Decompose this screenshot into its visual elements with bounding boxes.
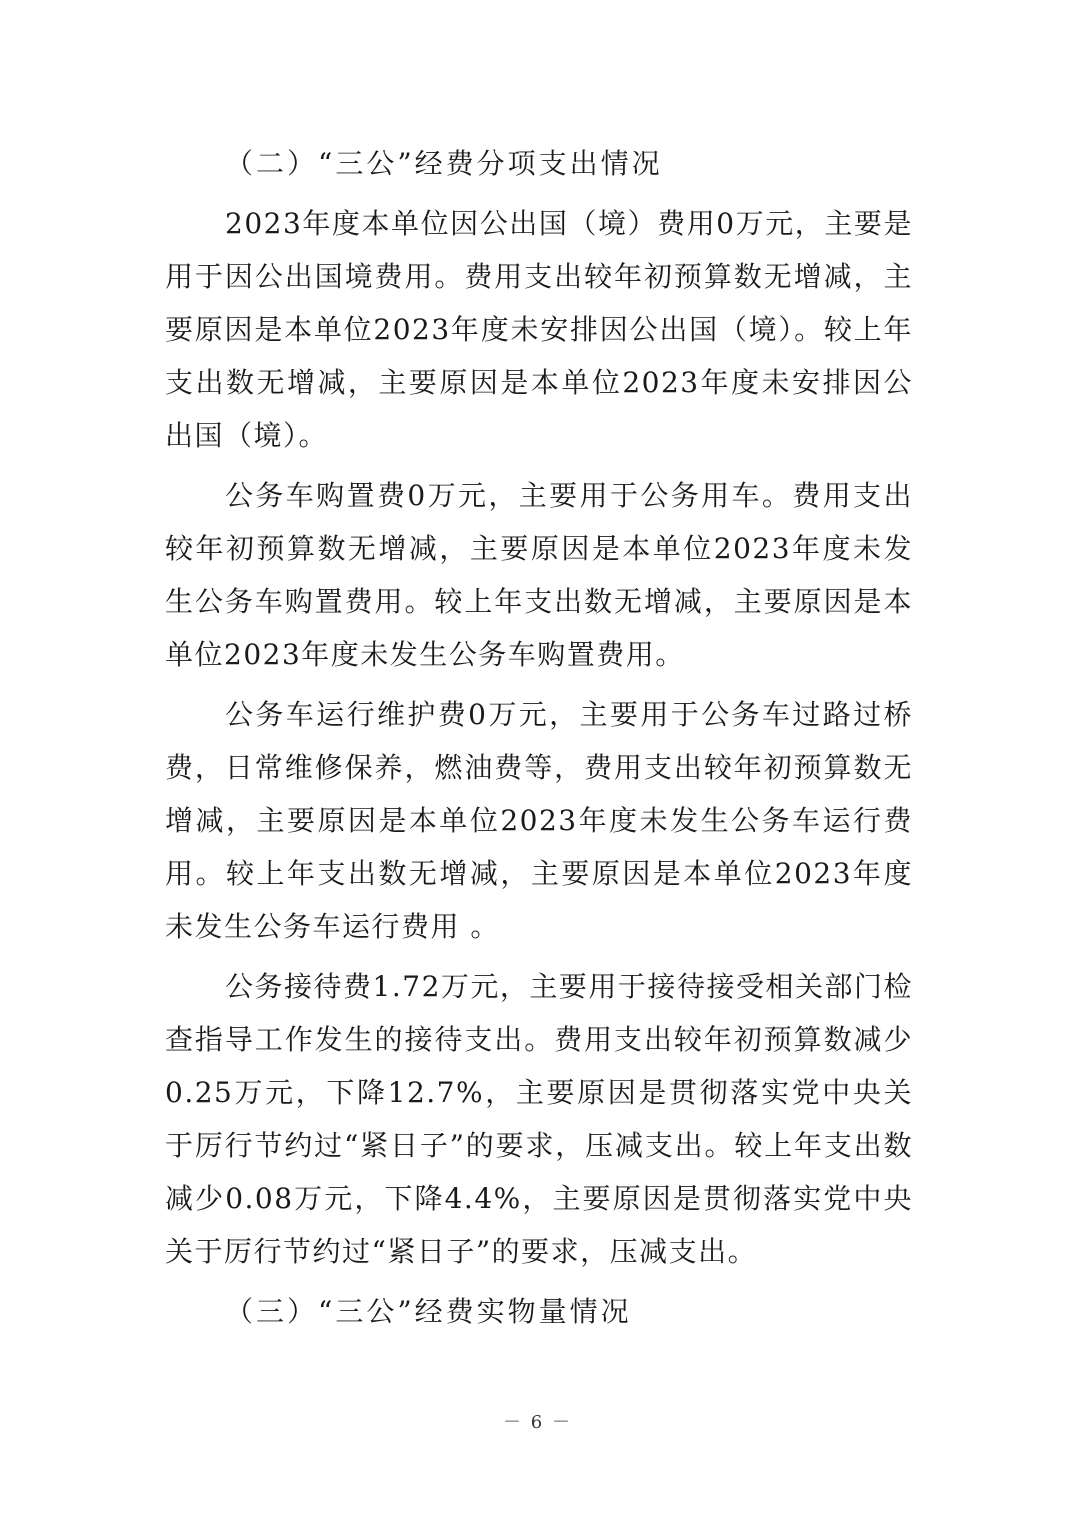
document-body [165,137,913,1345]
paragraph-official-reception: 公务接待费1.72万元，主要用于接待接受相关部门检查指导工作发生的接待支出。费用支出较年初预算数减少0.25万元，下降12.7%，主要原因是贯彻落实党中央关于厉行节约过“紧日子”的要求，压减支出。较上年支出数减少0.08万元，下降4.4%，主要原因是贯彻落实党中央关于厉行节约过“紧日子”的要求，压减支出。 [165,970,913,1268]
paragraph-vehicle-maintenance: 公务车运行维护费0万元，主要用于公务车过路过桥费，日常维修保养，燃油费等，费用支出较年初预算数无增减，主要原因是本单位2023年度未发生公务车运行费用。较上年支出数无增减，主要原因是本单位2023年度未发生公务车运行费用 。 [165,698,913,943]
paragraph-overseas-travel: 2023年度本单位因公出国（境）费用0万元，主要是用于因公出国境费用。费用支出较年初预算数无增减，主要原因是本单位2023年度未安排因公出国（境）。较上年支出数无增减，主要原因是本单位2023年度未安排因公出国（境）。 [165,207,913,452]
section-heading-3: （三）“三公”经费实物量情况 [225,1295,632,1328]
paragraph-vehicle-purchase: 公务车购置费0万元，主要用于公务用车。费用支出较年初预算数无增减，主要原因是本单位2023年度未发生公务车购置费用。较上年支出数无增减，主要原因是本单位2023年度未发生公务车购置费用。 [165,479,913,671]
section-heading-2: （二）“三公”经费分项支出情况 [225,147,663,180]
page-number: － 6 － [503,1412,572,1433]
